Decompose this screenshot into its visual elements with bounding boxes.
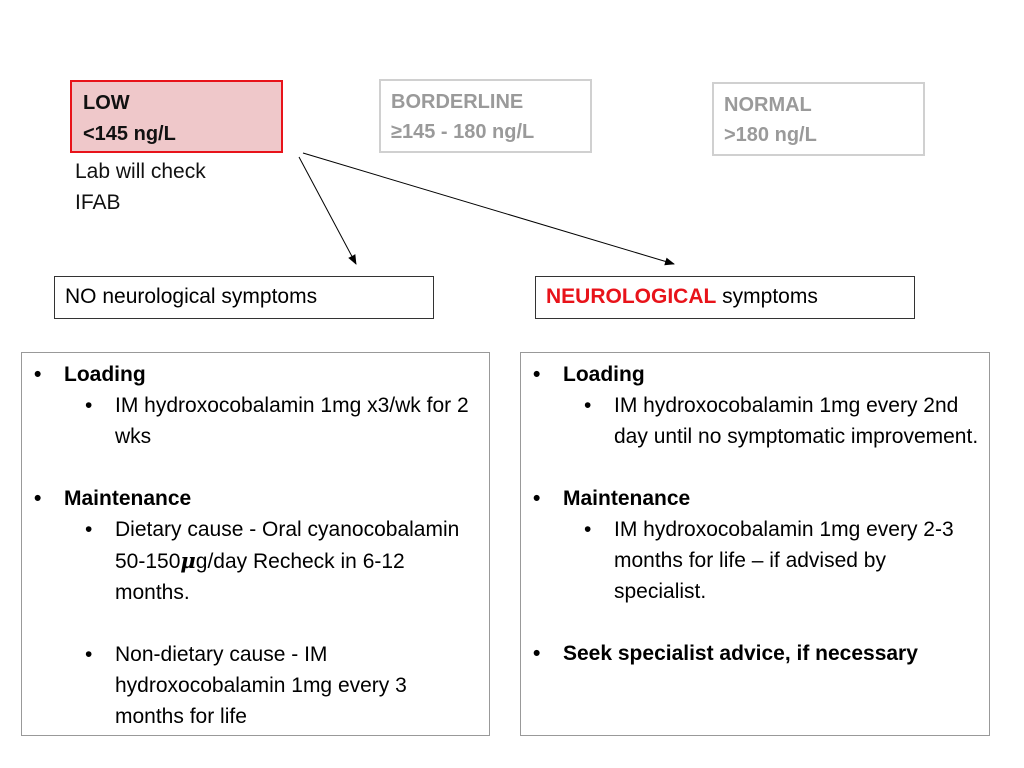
left-loading-heading: • Loading <box>22 359 489 390</box>
neuro-highlight: NEUROLOGICAL <box>546 285 717 308</box>
arrow-to-neuro <box>303 153 674 264</box>
neuro-treatment-panel <box>520 352 990 736</box>
specialist-note: • Seek specialist advice, if necessary <box>521 638 989 669</box>
normal-level-title: NORMAL <box>724 94 812 116</box>
neuro-box <box>535 276 915 319</box>
left-nondietary-item: • Non-dietary cause - IM hydroxocobalamin 1mg every 3 months for life <box>22 639 489 732</box>
borderline-level-title: BORDERLINE <box>391 91 524 113</box>
no-neuro-treatment-panel <box>21 352 490 736</box>
neuro-rest: symptoms <box>716 285 818 308</box>
left-maintenance-heading: • Maintenance <box>22 483 489 514</box>
low-level-range: <145 ng/L <box>83 123 176 145</box>
right-maintenance-heading: • Maintenance <box>521 483 989 514</box>
lab-note-line2: IFAB <box>75 191 121 214</box>
borderline-level-range: ≥145 - 180 ng/L <box>391 121 535 143</box>
arrow-to-no-neuro <box>299 157 356 264</box>
right-loading-heading: • Loading <box>521 359 989 390</box>
no-neuro-label: NO neurological symptoms <box>65 285 318 308</box>
normal-level-range: >180 ng/L <box>724 124 817 146</box>
dietary-item-rest: g/day Recheck in 6-12 months. <box>115 550 405 604</box>
dietary-item-text: Dietary cause - Oral cyanocobalamin 50-150 <box>115 518 460 573</box>
mu-symbol: 𝝁 <box>180 548 196 573</box>
right-maintenance-item: • IM hydroxocobalamin 1mg every 2-3 months for life – if advised by specialist. <box>521 514 989 607</box>
low-level-title: LOW <box>83 92 130 114</box>
left-dietary-item <box>22 514 489 608</box>
lab-note-line1: Lab will check <box>75 160 206 183</box>
left-loading-item: • IM hydroxocobalamin 1mg x3/wk for 2 wks <box>22 390 489 452</box>
right-loading-item: • IM hydroxocobalamin 1mg every 2nd day until no symptomatic improvement. <box>521 390 989 452</box>
no-neuro-box <box>54 276 434 319</box>
